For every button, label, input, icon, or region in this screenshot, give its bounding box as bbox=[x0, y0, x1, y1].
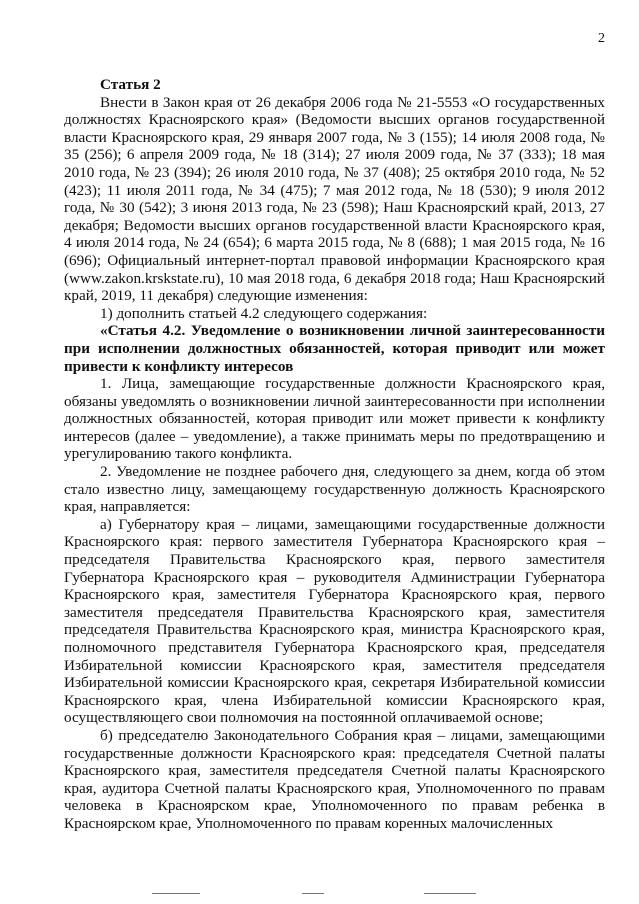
document-body bbox=[64, 76, 605, 833]
article-item: 2. Уведомление не позднее рабочего дня, следующего за днем, когда об этом стало известно лицу, замещающему государственную должность Красноярского края, направляется: bbox=[64, 463, 605, 516]
article-heading: Статья 2 bbox=[100, 76, 161, 93]
amendment-point: 1) дополнить статьей 4.2 следующего содержания: bbox=[100, 304, 428, 322]
scan-mark bbox=[302, 893, 324, 894]
scan-mark bbox=[152, 893, 200, 894]
intro-paragraph: Внести в Закон края от 26 декабря 2006 года № 21-5553 «О государственных должностях Красноярского края» (Ведомости высших органов государственной власти Красноярского края, 29 января 2007 года, № 3 (155); 14 июля 2008 года, № 35 (256); 6 апреля 2009 года, № 18 (314); 27 июля 2009 года, № 37 (333); 18 мая 2010 года, № 23 (394); 26 июля 2010 года, № 37 (408); 25 октября 2010 года, № 52 (423); 11 июля 2011 года, № 34 (475); 7 мая 2012 года, № 18 (530); 9 июля 2012 года, № 30 (542); 3 июня 2013 года, № 23 (598); Наш Красноярский край, 2013, 27 декабря; Ведомости высших органов государственной власти Красноярского края, 4 июля 2014 года, № 24 (654); 6 марта 2015 года, № 8 (688); 1 мая 2015 года, № 16 (696); Официальный интернет-портал правовой информации Красноярского края (www.zakon.krskstate.ru), 10 мая 2018 года, 6 декабря 2018 года; Наш Красноярский край, 2019, 11 декабря) следующие изменения: bbox=[64, 93, 605, 305]
article-subitem: а) Губернатору края – лицами, замещающими государственные должности Красноярского края: первого заместителя Губернатора Красноярского края – председателя Правительства Красноярского края, первого заместителя Губернатора Красноярского края – руководителя Администрации Губернатора Красноярского края, заместителя Губернатора Красноярского края, первого заместителя председателя Правительства Красноярского края, заместителя председателя Правительства Красноярского края, министра Красноярского края, полномочного представителя Губернатора Красноярского края, председателя Избирательной комиссии Красноярского края, заместителя председателя Избирательной комиссии Красноярского края, секретаря Избирательной комиссии Красноярского края, члена Избирательной комиссии Красноярского края, осуществляющего свои полномочия на постоянной оплачиваемой основе; bbox=[64, 515, 605, 727]
page-number: 2 bbox=[598, 31, 605, 46]
scan-mark bbox=[424, 893, 476, 894]
article-item: 1. Лица, замещающие государственные должности Красноярского края, обязаны уведомлять о возникновении личной заинтересованности при исполнении должностных обязанностей, которая приводит или может привести к конфликту интересов (далее – уведомление), а также принимать меры по предотвращению и урегулированию такого конфликта. bbox=[64, 375, 605, 463]
new-article-title: «Статья 4.2. Уведомление о возникновении личной заинтересованности при исполнении должностных обязанностей, которая приводит или может привести к конфликту интересов bbox=[64, 322, 605, 375]
scan-footer-marks bbox=[0, 893, 639, 901]
article-subitem: б) председателю Законодательного Собрания края – лицами, замещающими государственные должности Красноярского края: председателя Счетной палаты Красноярского края, заместителя председателя Счетной палаты Красноярского края, аудитора Счетной палаты Красноярского края, Уполномоченного по правам человека в Красноярском крае, Уполномоченного по правам ребенка в Красноярском крае, Уполномоченного по правам коренных малочисленных bbox=[64, 726, 605, 832]
